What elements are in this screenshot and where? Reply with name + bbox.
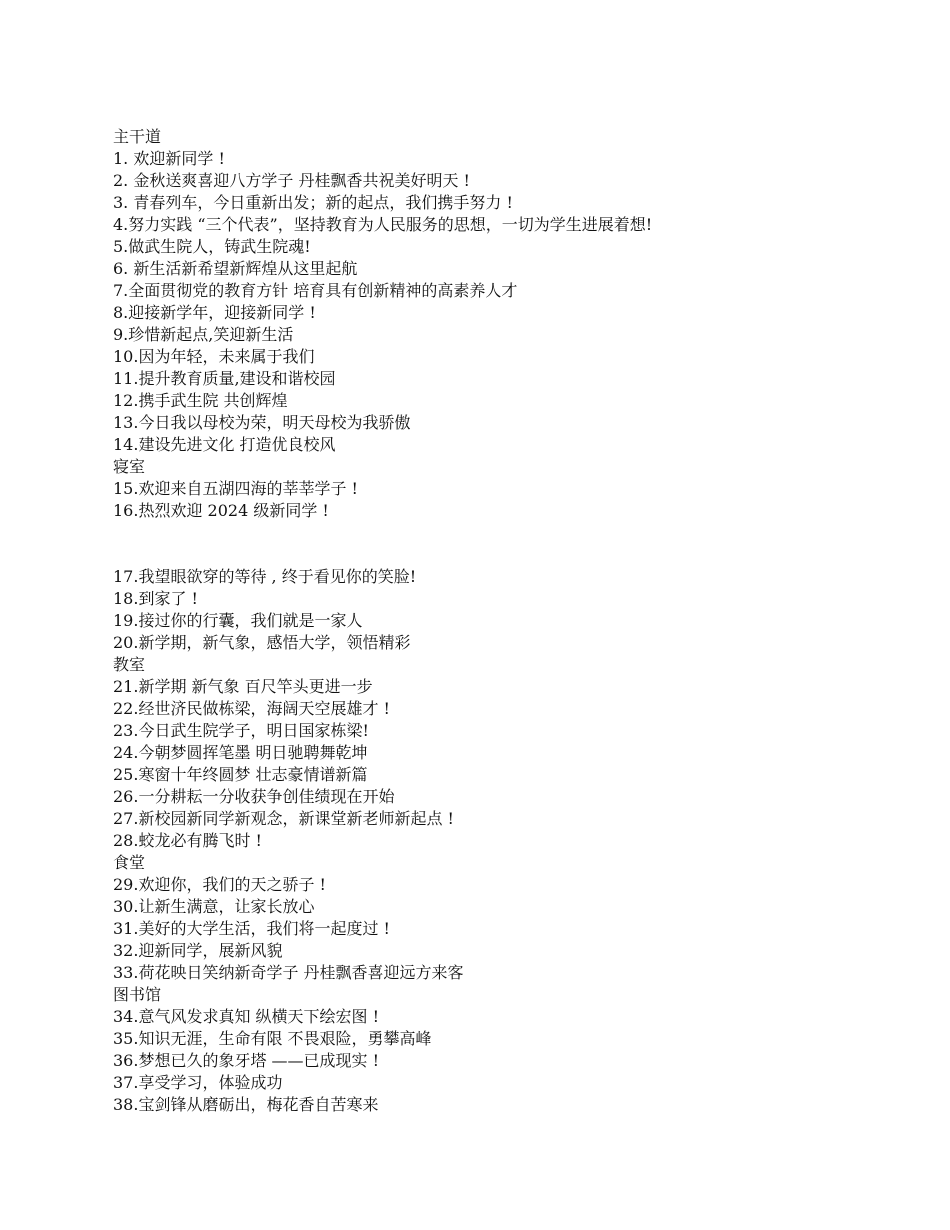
blank-line <box>113 544 913 566</box>
list-item: 18.到家了 ! <box>113 589 198 608</box>
list-item: 29.欢迎你，我们的天之骄子 ! <box>113 875 326 894</box>
list-item: 6. 新生活新希望新辉煌从这里起航 <box>113 259 358 278</box>
list-item: 16.热烈欢迎 2024 级新同学 ! <box>113 501 329 520</box>
list-item: 31.美好的大学生活，我们将一起度过 ! <box>113 919 390 938</box>
list-item: 2. 金秋送爽喜迎八方学子 丹桂飘香共祝美好明天 ! <box>113 171 470 190</box>
list-item: 3. 青春列车，今日重新出发；新的起点，我们携手努力 ! <box>113 193 513 212</box>
list-item: 21.新学期 新气象 百尺竿头更进一步 <box>113 677 373 696</box>
list-item: 34.意气风发求真知 纵横天下绘宏图 ! <box>113 1007 380 1026</box>
section-heading: 教室 <box>113 655 146 674</box>
list-item: 23.今日武生院学子，明日国家栋梁! <box>113 721 369 740</box>
list-item: 20.新学期，新气象，感悟大学，领悟精彩 <box>113 633 411 652</box>
list-item: 35.知识无涯，生命有限 不畏艰险，勇攀高峰 <box>113 1029 432 1048</box>
list-item: 38.宝剑锋从磨砺出，梅花香自苦寒来 <box>113 1095 379 1114</box>
list-item: 19.接过你的行囊，我们就是一家人 <box>113 611 363 630</box>
document-body <box>113 126 913 1116</box>
list-item: 36.梦想已久的象牙塔 ——已成现实 ! <box>113 1051 380 1070</box>
section-heading: 食堂 <box>113 853 146 872</box>
list-item: 14.建设先进文化 打造优良校风 <box>113 435 336 454</box>
list-item: 22.经世济民做栋梁，海阔天空展雄才 ! <box>113 699 390 718</box>
list-item: 5.做武生院人，铸武生院魂! <box>113 237 311 256</box>
list-item: 26.一分耕耘一分收获争创佳绩现在开始 <box>113 787 395 806</box>
list-item: 17.我望眼欲穿的等待 , 终于看见你的笑脸! <box>113 567 417 586</box>
list-item: 13.今日我以母校为荣，明天母校为我骄傲 <box>113 413 411 432</box>
list-item: 11.提升教育质量,建设和谐校园 <box>113 369 336 388</box>
list-item: 4.努力实践 “三个代表”，坚持教育为人民服务的思想，一切为学生进展着想! <box>113 215 653 234</box>
list-item: 32.迎新同学，展新风貌 <box>113 941 283 960</box>
list-item: 8.迎接新学年，迎接新同学 ! <box>113 303 316 322</box>
list-item: 37.享受学习，体验成功 <box>113 1073 283 1092</box>
list-item: 12.携手武生院 共创辉煌 <box>113 391 288 410</box>
list-item: 7.全面贯彻党的教育方针 培育具有创新精神的高素养人才 <box>113 281 518 300</box>
list-item: 30.让新生满意，让家长放心 <box>113 897 315 916</box>
section-heading: 图书馆 <box>113 985 162 1004</box>
list-item: 15.欢迎来自五湖四海的莘莘学子 ! <box>113 479 358 498</box>
list-item: 28.蛟龙必有腾飞时 ! <box>113 831 262 850</box>
list-item: 10.因为年轻，未来属于我们 <box>113 347 315 366</box>
list-item: 33.荷花映日笑纳新奇学子 丹桂飘香喜迎远方来客 <box>113 963 464 982</box>
section-heading: 主干道 <box>113 127 162 146</box>
list-item: 1. 欢迎新同学 ! <box>113 149 225 168</box>
list-item: 27.新校园新同学新观念，新课堂新老师新起点 ! <box>113 809 454 828</box>
list-item: 24.今朝梦圆挥笔墨 明日驰聘舞乾坤 <box>113 743 368 762</box>
blank-line <box>113 522 913 544</box>
section-heading: 寝室 <box>113 457 146 476</box>
list-item: 9.珍惜新起点,笑迎新生活 <box>113 325 294 344</box>
list-item: 25.寒窗十年终圆梦 壮志豪情谱新篇 <box>113 765 368 784</box>
